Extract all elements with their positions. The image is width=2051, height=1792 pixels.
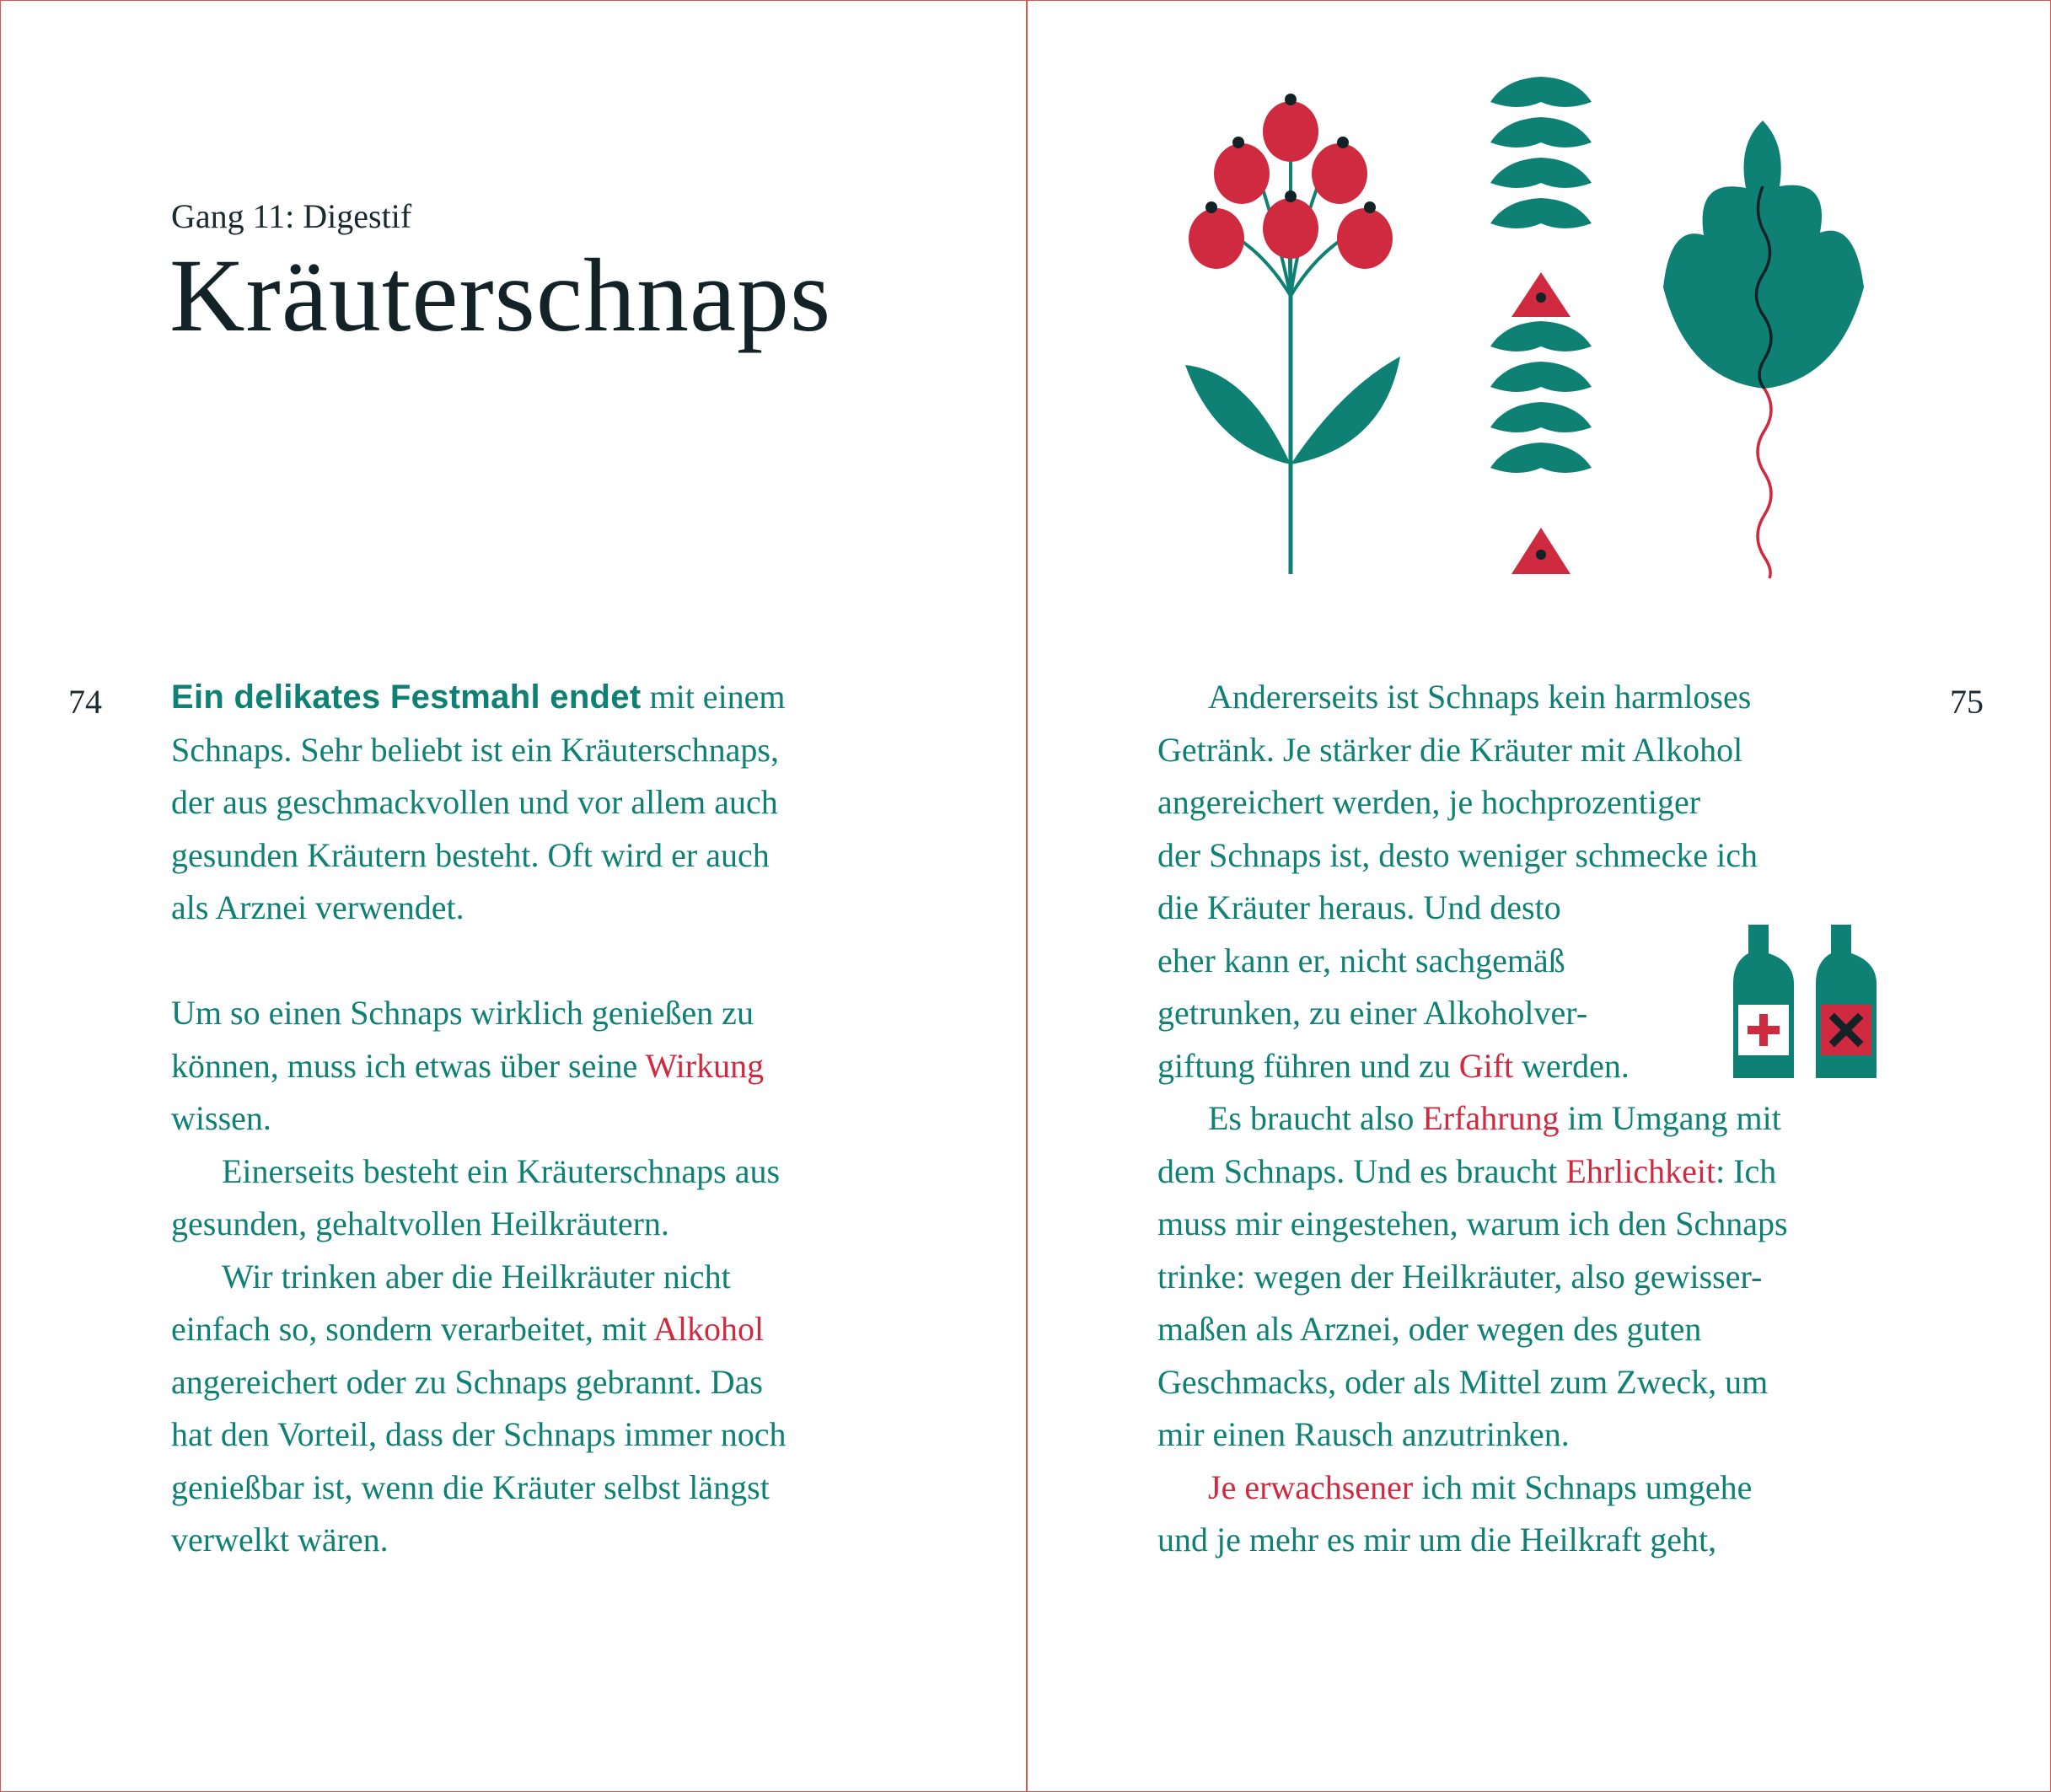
herb-sprig-icon	[1490, 77, 1592, 574]
text-line: Andererseits ist Schnaps kein harmloses	[1208, 678, 1752, 716]
text-line: Schnaps. Sehr beliebt ist ein Kräuterschnaps,	[171, 730, 779, 769]
herb-illustration	[1164, 51, 1906, 591]
text-line	[171, 671, 930, 724]
leaf-icon	[1663, 121, 1864, 578]
text-line	[1157, 1462, 1899, 1515]
text-span: giftung führen und zu	[1157, 1046, 1459, 1085]
text-span: einfach so, sondern verarbeitet, mit	[171, 1310, 654, 1348]
text-line: Um so einen Schnaps wirklich genießen zu	[171, 994, 754, 1032]
keyword-erfahrung: Erfahrung	[1422, 1099, 1560, 1137]
keyword-je-erwachsener: Je erwachsener	[1208, 1467, 1414, 1506]
text-line: der Schnaps ist, desto weniger schmecke ich	[1157, 835, 1758, 874]
text-line: als Arznei verwendet.	[171, 888, 464, 926]
text-line: maßen als Arznei, oder wegen des guten	[1157, 1310, 1702, 1348]
page-number-left: 74	[68, 683, 102, 721]
berry-plant-icon	[1185, 94, 1400, 574]
text-line: verwelkt wären.	[171, 1521, 389, 1559]
left-body-text	[171, 671, 930, 1567]
text-span: werden.	[1513, 1046, 1630, 1085]
bottles-illustration	[1733, 925, 1885, 1078]
text-line: Einerseits besteht ein Kräuterschnaps aus	[222, 1151, 781, 1190]
text-line: Wir trinken aber die Heilkräuter nicht	[222, 1257, 731, 1296]
text-span: dem Schnaps. Und es braucht	[1157, 1151, 1566, 1190]
text-span: mit einem	[641, 678, 786, 716]
text-line	[1157, 1092, 1899, 1145]
right-body-text	[1157, 671, 1899, 1567]
paragraph-gap	[171, 935, 930, 988]
left-page	[1, 1, 1026, 1791]
text-line: getrunken, zu einer Alkoholver-	[1157, 994, 1588, 1032]
keyword-wirkung: Wirkung	[645, 1046, 765, 1085]
text-line: gesunden, gehaltvollen Heilkräutern.	[171, 1205, 669, 1242]
page-title: Kräuterschnaps	[169, 238, 832, 353]
page-gutter	[1026, 1, 1028, 1791]
text-span: können, muss ich etwas über seine	[171, 1046, 646, 1085]
chapter-kicker: Gang 11: Digestif	[171, 197, 412, 235]
text-line: der aus geschmackvollen und vor allem auch	[171, 783, 778, 821]
text-line: muss mir eingestehen, warum ich den Schnaps	[1157, 1205, 1788, 1242]
text-line: eher kann er, nicht sachgemäß	[1157, 941, 1565, 979]
text-line: die Kräuter heraus. Und desto	[1157, 888, 1561, 926]
medicine-bottle-icon	[1733, 925, 1794, 1078]
page-number-right: 75	[1950, 683, 1984, 721]
text-span: : Ich	[1715, 1151, 1777, 1190]
text-line	[1157, 1145, 1899, 1199]
text-span: ich mit Schnaps umgehe	[1413, 1467, 1753, 1506]
text-line: mir einen Rausch anzutrinken.	[1157, 1415, 1570, 1453]
text-line: trinke: wegen der Heilkräuter, also gewisser-	[1157, 1257, 1763, 1296]
text-line: Getränk. Je stärker die Kräuter mit Alkohol	[1157, 730, 1743, 769]
text-line: hat den Vorteil, dass der Schnaps immer noch	[171, 1415, 787, 1453]
text-line: angereichert werden, je hochprozentiger	[1157, 783, 1701, 821]
text-line	[171, 1040, 930, 1093]
text-line: angereichert oder zu Schnaps gebrannt. Das	[171, 1362, 763, 1401]
text-line: gesunden Kräutern besteht. Oft wird er auch	[171, 835, 770, 874]
text-line: genießbar ist, wenn die Kräuter selbst längst	[171, 1467, 770, 1506]
keyword-alkohol: Alkohol	[653, 1310, 765, 1348]
bold-lead-in: Ein delikates Festmahl endet	[171, 679, 642, 716]
text-span: im Umgang mit	[1559, 1099, 1781, 1137]
keyword-ehrlichkeit: Ehrlichkeit	[1565, 1151, 1716, 1190]
text-line: Geschmacks, oder als Mittel zum Zweck, um	[1157, 1362, 1769, 1401]
poison-bottle-icon	[1816, 925, 1877, 1078]
keyword-gift: Gift	[1458, 1046, 1514, 1085]
text-line: wissen.	[171, 1099, 271, 1137]
text-span: Es braucht also	[1208, 1099, 1423, 1137]
text-line: und je mehr es mir um die Heilkraft geht,	[1157, 1521, 1717, 1559]
text-line	[171, 1303, 930, 1356]
